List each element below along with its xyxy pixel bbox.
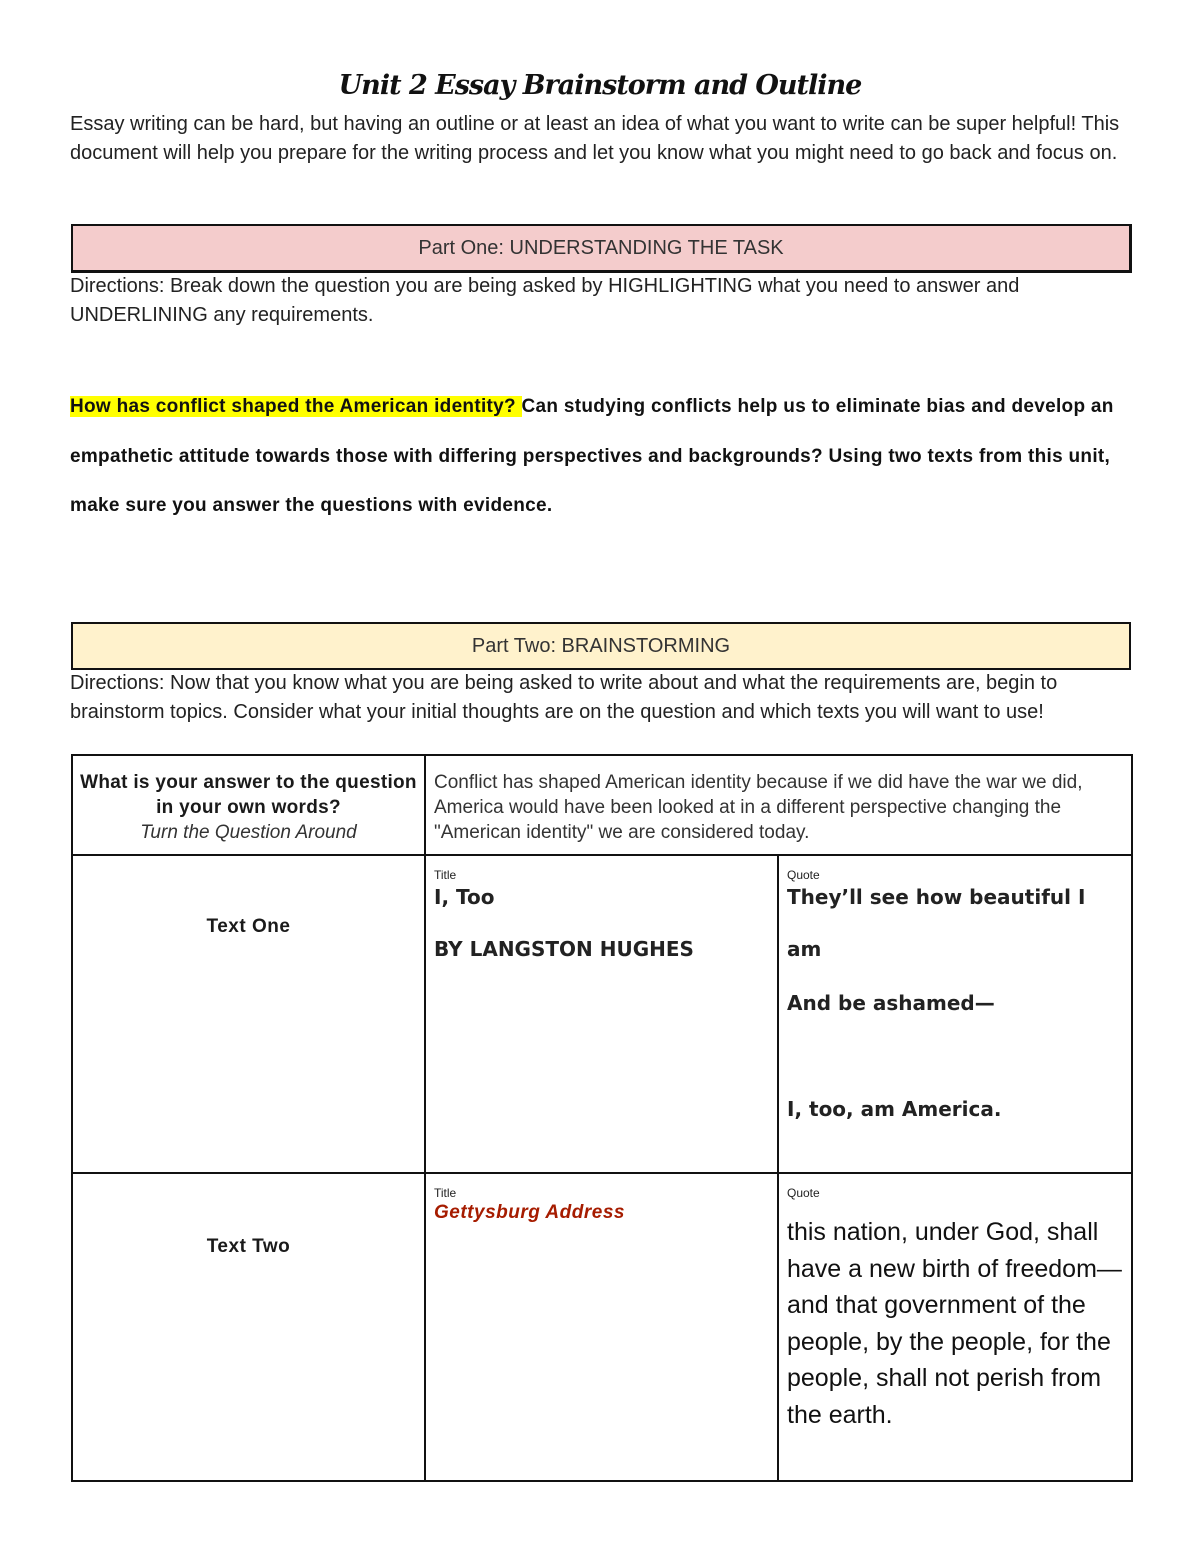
table-row [72,855,1132,1173]
title-label: Title [434,1186,457,1200]
text-one-label: Text One [206,916,291,937]
part-one-directions: Directions: Break down the question you are being asked by HIGHLIGHTING what you need to answer and UNDERLINING any requirements. [70,275,1020,326]
text-two-label-cell [72,1173,425,1481]
brainstorm-table [71,754,1133,1482]
text-one-author: BY LANGSTON HUGHES [434,937,694,961]
answer-sublabel: Turn the Question Around [140,822,357,843]
text-one-quote-line: I, too, am America. [787,1097,1002,1121]
quote-label: Quote [787,1186,820,1200]
answer-label-cell [72,755,425,855]
part-two-heading: Part Two: BRAINSTORMING [71,622,1131,670]
text-one-quote-line: am [787,937,822,961]
part-two-directions: Directions: Now that you know what you are being asked to write about and what the requirements are, begin to brainstorm topics. Consider what your initial thoughts are on the question and which texts you will want to use! [70,672,1058,723]
text-two-label: Text Two [206,1236,291,1257]
page-title: Unit 2 Essay Brainstorm and Outline [338,70,862,101]
text-one-title: I, Too [434,885,495,909]
text-two-title: Gettysburg Address [434,1202,625,1223]
text-one-quote-cell[interactable] [778,855,1132,1173]
text-one-quote-line: And be ashamed— [787,991,995,1015]
table-row [72,1173,1132,1481]
intro-paragraph: Essay writing can be hard, but having an outline or at least an idea of what you want to write can be super helpful! This document will help you prepare for the writing process and let you know what you might need to go back and focus on. [70,113,1120,164]
highlighted-question: How has conflict shaped the American identity? [70,396,522,417]
question-rest: Can studying conflicts help us to eliminate bias and develop an empathetic attitude towards those with differing perspectives and backgrounds? Using two texts from this unit, make sure you answer the questions with evidence. [70,396,1114,516]
quote-label: Quote [787,868,820,882]
text-two-title-cell[interactable] [425,1173,778,1481]
text-one-title-cell[interactable] [425,855,778,1173]
essay-question [70,382,1140,531]
text-one-quote-line: They’ll see how beautiful I [787,885,1086,909]
text-one-label-cell [72,855,425,1173]
title-label: Title [434,868,457,882]
part-one-heading: Part One: UNDERSTANDING THE TASK [71,224,1132,273]
text-two-quote: this nation, under God, shall have a new birth of freedom—and that government of the people, by the people, for the people, shall not perish from the earth. [787,1218,1122,1429]
answer-cell[interactable]: Conflict has shaped American identity because if we did have the war we did, America would have been looked at in a different perspective changing the "American identity" we are considered today. [425,755,1132,855]
text-two-quote-cell[interactable] [778,1173,1132,1481]
answer-label: What is your answer to the question in your own words? [80,772,417,818]
table-row [72,755,1132,855]
